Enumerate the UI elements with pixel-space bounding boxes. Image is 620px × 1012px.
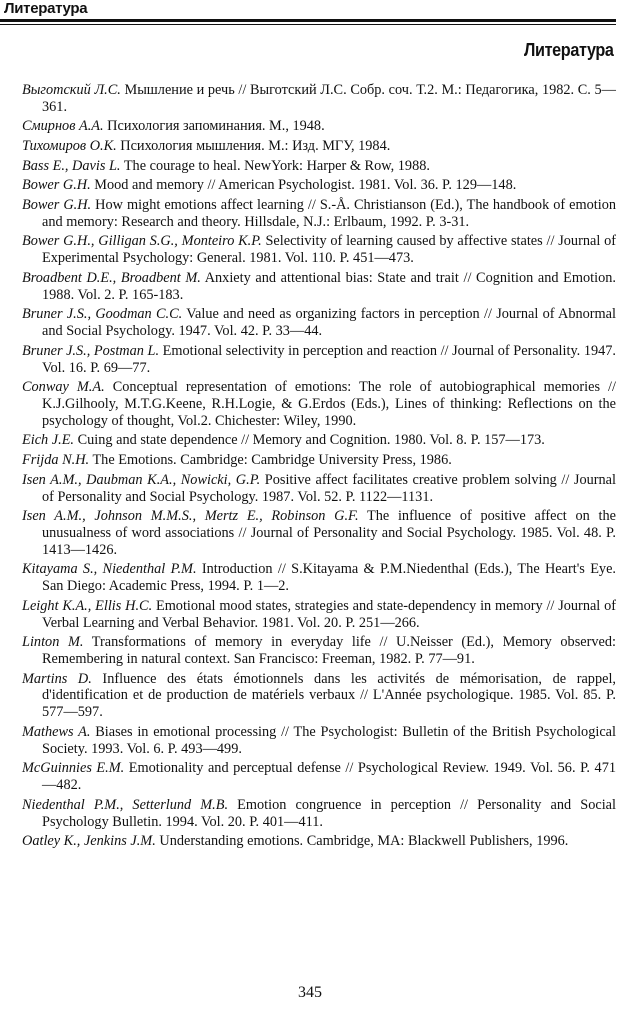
reference-entry bbox=[22, 343, 616, 377]
reference-author: Isen A.M., Daubman K.A., Nowicki, G.P. bbox=[22, 471, 261, 488]
reference-entry bbox=[22, 432, 616, 449]
reference-text: Influence des états émotionnels dans les activités de mémorisation, de rappel, d'identification et de production de matériels verbaux // L'Année psychologique. 1985. Vol. 85. P. 577—597. bbox=[42, 670, 616, 721]
reference-author: Broadbent D.E., Broadbent M. bbox=[22, 269, 201, 286]
header-rule-thick bbox=[0, 19, 616, 22]
reference-author: Isen A.M., Johnson M.M.S., Mertz E., Robinson G.F. bbox=[22, 508, 359, 525]
reference-entry bbox=[22, 233, 616, 267]
reference-author: Frijda N.H. bbox=[22, 452, 90, 469]
reference-text: Anxiety and attentional bias: State and trait // Cognition and Emotion. 1988. Vol. 2. P. 165-183. bbox=[42, 269, 616, 303]
reference-entry bbox=[22, 82, 616, 116]
reference-text: Mood and memory // American Psychologist. 1981. Vol. 36. P. 129—148. bbox=[90, 177, 517, 194]
reference-author: Martins D. bbox=[22, 670, 92, 687]
reference-entry bbox=[22, 671, 616, 721]
reference-entry bbox=[22, 118, 616, 135]
reference-entry bbox=[22, 138, 616, 155]
reference-author: Niedenthal P.M., Setterlund M.B. bbox=[22, 796, 229, 813]
reference-author: Conway M.A. bbox=[22, 379, 105, 396]
reference-entry bbox=[22, 598, 616, 632]
reference-text: Understanding emotions. Cambridge, MA: Blackwell Publishers, 1996. bbox=[155, 833, 569, 850]
reference-text: The influence of positive affect on the unusualness of word associations // Journal of Personality and Social Psychology. 1985. Vol. 48. P. 1413—1426. bbox=[42, 508, 616, 558]
reference-text: Cuing and state dependence // Memory and Cognition. 1980. Vol. 8. P. 157—173. bbox=[74, 432, 545, 449]
reference-text: Selectivity of learning caused by affective states // Journal of Experimental Psychology: General. 1981. Vol. 110. P. 451—473. bbox=[42, 233, 616, 267]
reference-text: Value and need as organizing factors in perception // Journal of Abnormal and Social Psychology. 1947. Vol. 42. P. 33—44. bbox=[42, 306, 616, 340]
reference-text: Emotion congruence in perception // Personality and Social Psychology Bulletin. 1994. Vol. 20. P. 401—411. bbox=[42, 796, 616, 830]
reference-author: Oatley K., Jenkins J.M. bbox=[22, 833, 156, 850]
reference-text: Introduction // S.Kitayama & P.M.Niedenthal (Eds.), The Heart's Eye. San Diego: Academic Press, 1994. P. 1—2. bbox=[42, 561, 616, 595]
reference-entry bbox=[22, 379, 616, 429]
reference-entry bbox=[22, 760, 616, 794]
reference-text: How might emotions affect learning // S.-Å. Christianson (Ed.), The handbook of emotion and memory: Research and theory. Hillsdale, N.J.: Erlbaum, 1992. P. 3-31. bbox=[42, 197, 616, 230]
reference-author: Leight K.A., Ellis H.C. bbox=[22, 597, 153, 614]
reference-author: Bower G.H., Gilligan S.G., Monteiro K.P. bbox=[22, 233, 262, 250]
reference-author: Bower G.H. bbox=[22, 197, 92, 213]
reference-entry bbox=[22, 306, 616, 340]
reference-entry bbox=[22, 472, 616, 506]
reference-author: Bruner J.S., Goodman C.C. bbox=[22, 306, 183, 323]
page-number: 345 bbox=[298, 984, 322, 1001]
reference-text: The courage to heal. NewYork: Harper & Row, 1988. bbox=[120, 157, 430, 174]
reference-text: The Emotions. Cambridge: Cambridge University Press, 1986. bbox=[89, 452, 452, 469]
reference-list bbox=[22, 82, 616, 853]
reference-author: Kitayama S., Niedenthal P.M. bbox=[22, 561, 197, 578]
reference-text: Психология запоминания. М., 1948. bbox=[103, 118, 325, 135]
reference-text: Biases in emotional processing // The Psychologist: Bulletin of the British Psychological Society. 1993. Vol. 6. P. 493—499. bbox=[42, 723, 616, 757]
reference-author: Linton M. bbox=[22, 634, 84, 651]
section-title: Литература bbox=[524, 40, 614, 60]
reference-text: Emotionality and perceptual defense // Psychological Review. 1949. Vol. 56. P. 471—482. bbox=[42, 760, 616, 794]
header-rule-thin bbox=[0, 24, 616, 25]
reference-entry bbox=[22, 561, 616, 595]
running-head: Литература bbox=[4, 0, 88, 17]
reference-entry bbox=[22, 197, 616, 231]
reference-entry bbox=[22, 177, 616, 194]
reference-text: Positive affect facilitates creative problem solving // Journal of Personality and Social Psychology. 1987. Vol. 52. P. 1122—1131. bbox=[42, 471, 616, 505]
reference-entry bbox=[22, 452, 616, 469]
reference-text: Мышление и речь // Выготский Л.С. Собр. соч. Т.2. М.: Педагогика, 1982. С. 5—361. bbox=[42, 82, 616, 115]
reference-author: Выготский Л.С. bbox=[22, 82, 121, 98]
reference-entry bbox=[22, 797, 616, 831]
reference-author: Тихомиров О.К. bbox=[22, 138, 117, 155]
reference-author: Bass E., Davis L. bbox=[22, 157, 121, 174]
reference-author: Eich J.E. bbox=[22, 432, 75, 449]
reference-entry bbox=[22, 634, 616, 668]
reference-text: Emotional mood states, strategies and state-dependency in memory // Journal of Verbal Learning and Verbal Behavior. 1981. Vol. 20. P. 251—266. bbox=[42, 597, 616, 631]
reference-text: Conceptual representation of emotions: The role of autobiographical memories // K.J.Gilhooly, M.T.G.Keene, R.H.Logie, & G.Erdos (Eds.), Lines of thinking: Reflections on the psychology of thought, Vol.2. Chichester: Wiley, 1990. bbox=[42, 379, 616, 429]
reference-entry bbox=[22, 724, 616, 758]
reference-author: Bower G.H. bbox=[22, 177, 91, 194]
reference-entry bbox=[22, 833, 616, 850]
reference-text: Emotional selectivity in perception and reaction // Journal of Personality. 1947. Vol. 16. P. 69—77. bbox=[42, 342, 617, 376]
reference-author: Смирнов А.А. bbox=[22, 118, 104, 135]
reference-author: McGuinnies E.M. bbox=[22, 760, 125, 777]
reference-text: Психология мышления. М.: Изд. МГУ, 1984. bbox=[116, 138, 391, 155]
reference-author: Mathews A. bbox=[22, 723, 91, 740]
reference-entry bbox=[22, 158, 616, 175]
reference-entry bbox=[22, 508, 616, 558]
reference-text: Transformations of memory in everyday life // U.Neisser (Ed.), Memory observed: Remembering in natural context. San Francisco: Freeman, 1982. P. 77—91. bbox=[42, 634, 616, 668]
reference-author: Bruner J.S., Postman L. bbox=[22, 342, 160, 359]
reference-entry bbox=[22, 270, 616, 304]
